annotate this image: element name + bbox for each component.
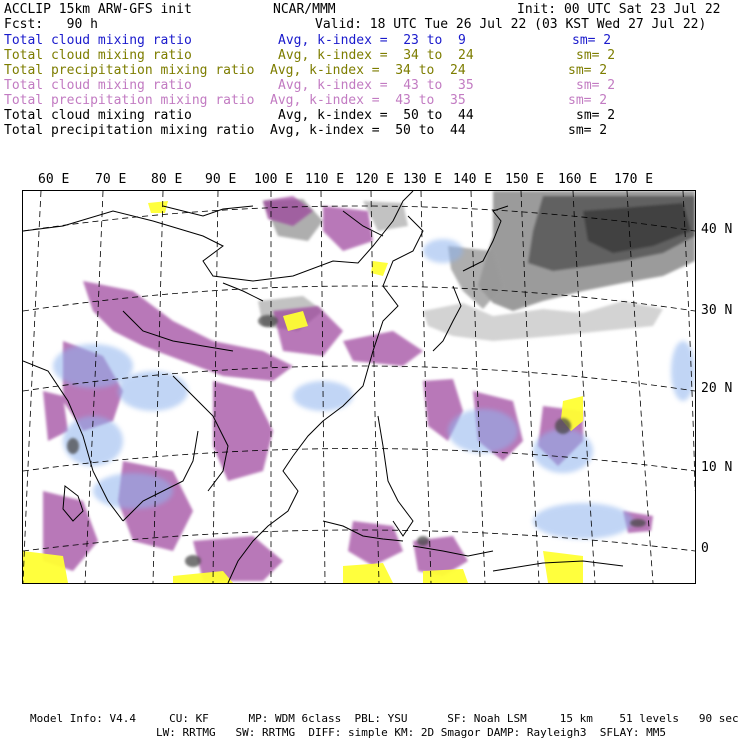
field-line-2-name: Total cloud mixing ratio: [4, 48, 192, 63]
lat-label-30n: 30 N: [701, 303, 733, 318]
lat-label-0: 0: [701, 541, 709, 556]
field-line-6-name: Total cloud mixing ratio: [4, 108, 192, 123]
field-line-4-avg: Avg, k-index = 43 to 35: [278, 78, 474, 93]
lon-label-160e: 160 E: [558, 172, 598, 187]
field-line-7-avg: Avg, k-index = 50 to 44: [270, 123, 466, 138]
field-line-5-name: Total precipitation mixing ratio: [4, 93, 255, 108]
lon-label-130e: 130 E: [403, 172, 443, 187]
valid-time: Valid: 18 UTC Tue 26 Jul 22 (03 KST Wed 27 Jul 22): [315, 17, 707, 32]
model-title: ACCLIP 15km ARW-GFS init: [4, 2, 192, 17]
field-line-4-name: Total cloud mixing ratio: [4, 78, 192, 93]
field-line-3-avg: Avg, k-index = 34 to 24: [270, 63, 466, 78]
field-line-7-sm: sm= 2: [568, 123, 608, 138]
map-canvas: [23, 191, 695, 583]
forecast-hour: Fcst: 90 h: [4, 17, 98, 32]
init-time: Init: 00 UTC Sat 23 Jul 22: [517, 2, 721, 17]
field-line-1-name: Total cloud mixing ratio: [4, 33, 192, 48]
field-line-2-avg: Avg, k-index = 34 to 24: [278, 48, 474, 63]
lon-label-80e: 80 E: [151, 172, 183, 187]
lon-label-140e: 140 E: [453, 172, 493, 187]
field-line-4-sm: sm= 2: [576, 78, 616, 93]
field-line-3-sm: sm= 2: [568, 63, 608, 78]
lon-label-170e: 170 E: [614, 172, 654, 187]
lat-label-40n: 40 N: [701, 222, 733, 237]
field-line-3-name: Total precipitation mixing ratio: [4, 63, 255, 78]
lon-label-60e: 60 E: [38, 172, 70, 187]
lon-label-70e: 70 E: [95, 172, 127, 187]
forecast-map: [22, 190, 696, 584]
field-line-6-avg: Avg, k-index = 50 to 44: [278, 108, 474, 123]
field-line-1-avg: Avg, k-index = 23 to 9: [278, 33, 466, 48]
field-line-5-avg: Avg, k-index = 43 to 35: [270, 93, 466, 108]
lon-label-150e: 150 E: [505, 172, 545, 187]
field-line-7-name: Total precipitation mixing ratio: [4, 123, 255, 138]
lon-label-100e: 100 E: [254, 172, 294, 187]
field-line-6-sm: sm= 2: [576, 108, 616, 123]
field-line-5-sm: sm= 2: [568, 93, 608, 108]
lat-label-10n: 10 N: [701, 460, 733, 475]
lon-label-110e: 110 E: [305, 172, 345, 187]
lon-label-90e: 90 E: [205, 172, 237, 187]
footer-model-info-1: Model Info: V4.4 CU: KF MP: WDM 6class PBL: YSU SF: Noah LSM 15 km 51 levels 90 sec: [30, 712, 739, 725]
field-line-2-sm: sm= 2: [576, 48, 616, 63]
institution-label: NCAR/MMM: [273, 2, 336, 17]
footer-model-info-2: LW: RRTMG SW: RRTMG DIFF: simple KM: 2D Smagor DAMP: Rayleigh3 SFLAY: MM5: [156, 726, 666, 739]
lat-label-20n: 20 N: [701, 381, 733, 396]
lon-label-120e: 120 E: [355, 172, 395, 187]
field-line-1-sm: sm= 2: [572, 33, 612, 48]
